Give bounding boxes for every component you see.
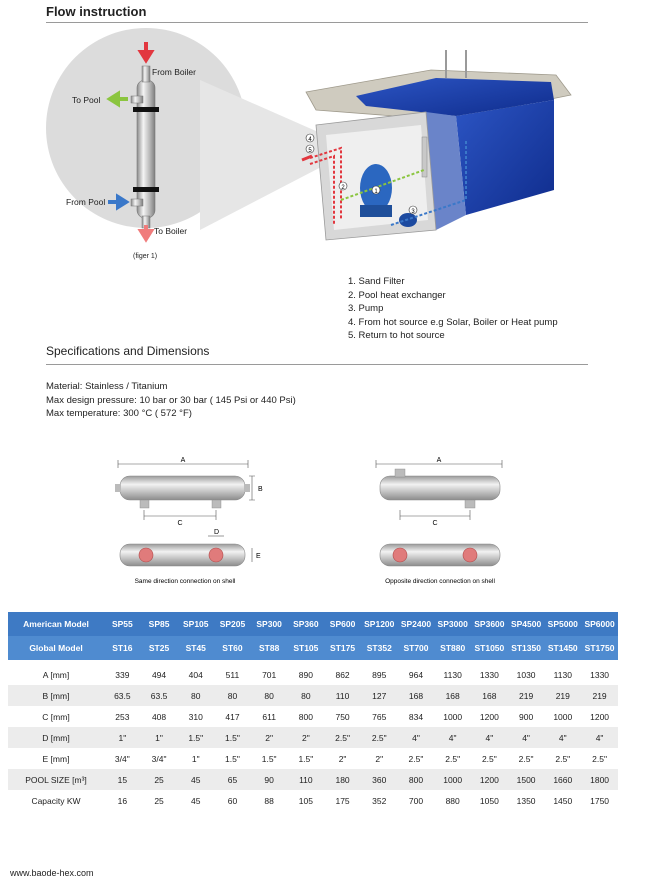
table-row (8, 727, 618, 748)
table-cell: SP85 (141, 612, 178, 636)
table-cell: 63.5 (104, 685, 141, 706)
table-cell: 1.5" (177, 727, 214, 748)
row-label: D [mm] (8, 727, 104, 748)
pressure-text: Max design pressure: 10 bar or 30 bar ( 145 Psi or 440 Psi) (46, 394, 296, 406)
table-cell: 1000 (553, 711, 573, 722)
dim-c-left: C (177, 520, 183, 527)
table-cell: 3/4" (151, 753, 167, 764)
legend-item: 4. From hot source e.g Solar, Boiler or Heat pump (348, 316, 558, 328)
table-cell: SP3600 (471, 612, 508, 636)
table-cell: 964 (408, 669, 424, 680)
table-cell: ST700 (398, 636, 435, 660)
table-cell: 15 (104, 769, 141, 790)
table-cell: 1350 (516, 795, 536, 806)
table-row (8, 769, 618, 790)
table-cell: ST880 (434, 636, 471, 660)
table-cell: ST1050 (471, 636, 508, 660)
table-cell: ST352 (361, 636, 398, 660)
table-cell: 1800 (581, 769, 618, 790)
table-cell: 168 (471, 685, 508, 706)
table-cell: 360 (361, 769, 398, 790)
marker-5: 5 (308, 148, 312, 154)
left-diagram-caption: Same direction connection on shell (134, 578, 236, 585)
table-cell: 2.5" (324, 727, 361, 748)
table-cell: 834 (408, 711, 424, 722)
table-cell: 4" (434, 727, 471, 748)
legend-item: 3. Pump (348, 303, 384, 314)
specs-divider (46, 364, 588, 365)
table-cell: 168 (434, 685, 471, 706)
table-cell: 1" (104, 727, 141, 748)
table-cell: ST1350 (508, 636, 545, 660)
spec-table (8, 612, 618, 811)
table-cell: 2" (288, 727, 325, 748)
marker-4: 4 (308, 137, 312, 143)
table-cell: 339 (115, 669, 130, 680)
table-row (8, 706, 618, 727)
table-cell: ST1450 (544, 636, 581, 660)
table-cell: 1130 (443, 669, 462, 680)
table-cell: ST16 (104, 636, 141, 660)
table-cell: 417 (225, 711, 240, 722)
table-cell: 45 (191, 795, 201, 806)
table-cell: 1000 (434, 769, 471, 790)
title-divider (46, 22, 588, 23)
table-cell: 253 (115, 711, 130, 722)
table-cell: 494 (151, 669, 167, 680)
table-cell: 310 (188, 711, 203, 722)
table-cell: 2.5" (408, 753, 424, 764)
table-cell: 1.5" (225, 753, 240, 764)
american-model-row (8, 612, 618, 636)
table-cell: 2.5" (518, 753, 534, 764)
table-cell: 800 (398, 769, 435, 790)
table-cell: 65 (214, 769, 251, 790)
table-cell: 219 (508, 685, 545, 706)
dim-e-left: E (256, 553, 261, 560)
table-cell: 45 (177, 769, 214, 790)
table-cell: 1200 (471, 769, 508, 790)
marker-2: 2 (341, 185, 345, 191)
table-cell: 4" (398, 727, 435, 748)
footer-url[interactable]: www.baode-hex.com (10, 868, 94, 878)
table-cell: 1.5" (261, 753, 277, 764)
to-boiler-label: To Boiler (154, 226, 188, 236)
table-cell: 404 (188, 669, 203, 680)
legend-item: 2. Pool heat exchanger (348, 289, 446, 301)
table-cell: 2.5" (361, 727, 398, 748)
row-label: POOL SIZE [m³] (8, 769, 104, 790)
dim-a-left: A (180, 457, 186, 464)
table-cell: 895 (372, 669, 387, 680)
table-cell: 880 (445, 795, 460, 806)
table-cell: 219 (544, 685, 581, 706)
table-cell: 900 (518, 711, 534, 722)
table-cell: 4" (508, 727, 545, 748)
table-cell: 110 (288, 769, 325, 790)
table-cell: SP300 (251, 612, 288, 636)
row-label: B [mm] (8, 685, 104, 706)
table-cell: 1" (141, 727, 178, 748)
table-cell: 1.5" (298, 753, 314, 764)
page-title: Flow instruction (46, 4, 147, 19)
table-cell: 110 (324, 685, 361, 706)
dim-b-left: B (258, 486, 263, 493)
table-cell: 127 (361, 685, 398, 706)
marker-1: 1 (374, 189, 378, 195)
table-cell: 2.5" (555, 753, 571, 764)
row-label: E [mm] (42, 753, 70, 764)
material-text: Material: Stainless / Titanium (46, 381, 168, 392)
table-cell: SP600 (324, 612, 361, 636)
table-cell: 1050 (479, 795, 499, 806)
table-cell: 4" (471, 727, 508, 748)
table-cell: SP55 (104, 612, 141, 636)
table-cell: 701 (262, 669, 277, 680)
dim-c-right: C (432, 520, 438, 527)
table-cell: 175 (335, 795, 350, 806)
table-cell: 1750 (590, 795, 610, 806)
from-pool-label: From Pool (66, 197, 106, 207)
table-cell: SP360 (288, 612, 325, 636)
table-cell: 4" (544, 727, 581, 748)
table-cell: ST45 (177, 636, 214, 660)
table-cell: 4" (581, 727, 618, 748)
table-cell: 88 (264, 795, 274, 806)
table-cell: 1" (191, 753, 200, 764)
table-cell: 1030 (516, 669, 536, 680)
table-cell: 105 (298, 795, 313, 806)
dim-a-right: A (436, 457, 442, 464)
table-cell: 1330 (479, 669, 499, 680)
table-cell: SP4500 (508, 612, 545, 636)
table-cell: 80 (251, 685, 288, 706)
table-cell: 1500 (508, 769, 545, 790)
table-cell: SP105 (177, 612, 214, 636)
table-cell: 80 (214, 685, 251, 706)
table-cell: 25 (141, 769, 178, 790)
table-cell: 1200 (590, 711, 610, 722)
table-cell: ST105 (288, 636, 325, 660)
table-cell: ST25 (141, 636, 178, 660)
table-cell: 90 (251, 769, 288, 790)
table-cell: 60 (227, 795, 238, 806)
table-cell: 1450 (553, 795, 573, 806)
table-cell: 1330 (590, 669, 610, 680)
table-cell: 1000 (443, 711, 463, 722)
table-cell: 2" (375, 753, 384, 764)
table-row (8, 685, 618, 706)
table-cell: 765 (372, 711, 387, 722)
table-cell: 862 (335, 669, 350, 680)
row-label: C [mm] (42, 711, 70, 722)
table-cell: 168 (398, 685, 435, 706)
table-cell: 800 (298, 711, 313, 722)
component-legend (348, 275, 558, 343)
table-cell: SP5000 (544, 612, 581, 636)
table-row (8, 748, 618, 769)
table-cell: SP3000 (434, 612, 471, 636)
table-cell: ST1750 (581, 636, 618, 660)
table-cell: 63.5 (141, 685, 178, 706)
table-row (8, 790, 618, 811)
table-cell: 611 (262, 711, 276, 722)
table-cell: 1.5" (214, 727, 251, 748)
table-cell: SP1200 (361, 612, 398, 636)
table-cell: SP6000 (581, 612, 618, 636)
table-cell: 25 (154, 795, 164, 806)
table-cell: ST175 (324, 636, 361, 660)
table-cell: 2.5" (445, 753, 461, 764)
table-cell: 80 (177, 685, 214, 706)
table-cell: ST88 (251, 636, 288, 660)
table-cell: 890 (298, 669, 313, 680)
table-cell: 700 (408, 795, 424, 806)
table-cell: 2.5" (481, 753, 497, 764)
table-cell: 2" (338, 753, 347, 764)
row-label: Capacity KW (31, 795, 81, 806)
table-cell: 2" (251, 727, 288, 748)
row-label: American Model (8, 612, 104, 636)
table-cell: SP205 (214, 612, 251, 636)
table-cell: 352 (372, 795, 387, 806)
table-cell: 1200 (479, 711, 499, 722)
table-cell: SP2400 (398, 612, 435, 636)
specs-text (46, 380, 296, 421)
table-cell: 3/4" (114, 753, 130, 764)
table-cell: 1660 (544, 769, 581, 790)
table-cell: 511 (225, 669, 240, 680)
table-cell: 16 (117, 795, 128, 806)
pool-illustration (296, 40, 586, 250)
table-cell: 80 (288, 685, 325, 706)
temperature-text: Max temperature: 300 °C ( 572 °F) (46, 408, 192, 419)
dimension-diagrams (110, 450, 540, 590)
table-cell: 750 (335, 711, 350, 722)
specs-heading: Specifications and Dimensions (46, 344, 210, 358)
marker-3: 3 (411, 209, 415, 215)
from-boiler-label: From Boiler (152, 67, 196, 77)
table-cell: 1130 (553, 669, 572, 680)
table-cell: ST60 (214, 636, 251, 660)
row-label: A [mm] (42, 669, 70, 680)
table-row (8, 664, 618, 685)
to-pool-label: To Pool (72, 95, 101, 105)
table-cell: 2.5" (592, 753, 607, 764)
legend-item: 5. Return to hot source (348, 330, 445, 341)
figure-caption: (figer 1) (133, 253, 158, 260)
table-cell: 408 (151, 711, 167, 722)
legend-item: 1. Sand Filter (348, 276, 405, 287)
row-label: Global Model (8, 636, 104, 660)
global-model-row (8, 636, 618, 660)
dim-d-left: D (214, 529, 220, 536)
table-cell: 219 (581, 685, 618, 706)
table-cell: 180 (324, 769, 361, 790)
right-diagram-caption: Opposite direction connection on shell (385, 578, 495, 585)
